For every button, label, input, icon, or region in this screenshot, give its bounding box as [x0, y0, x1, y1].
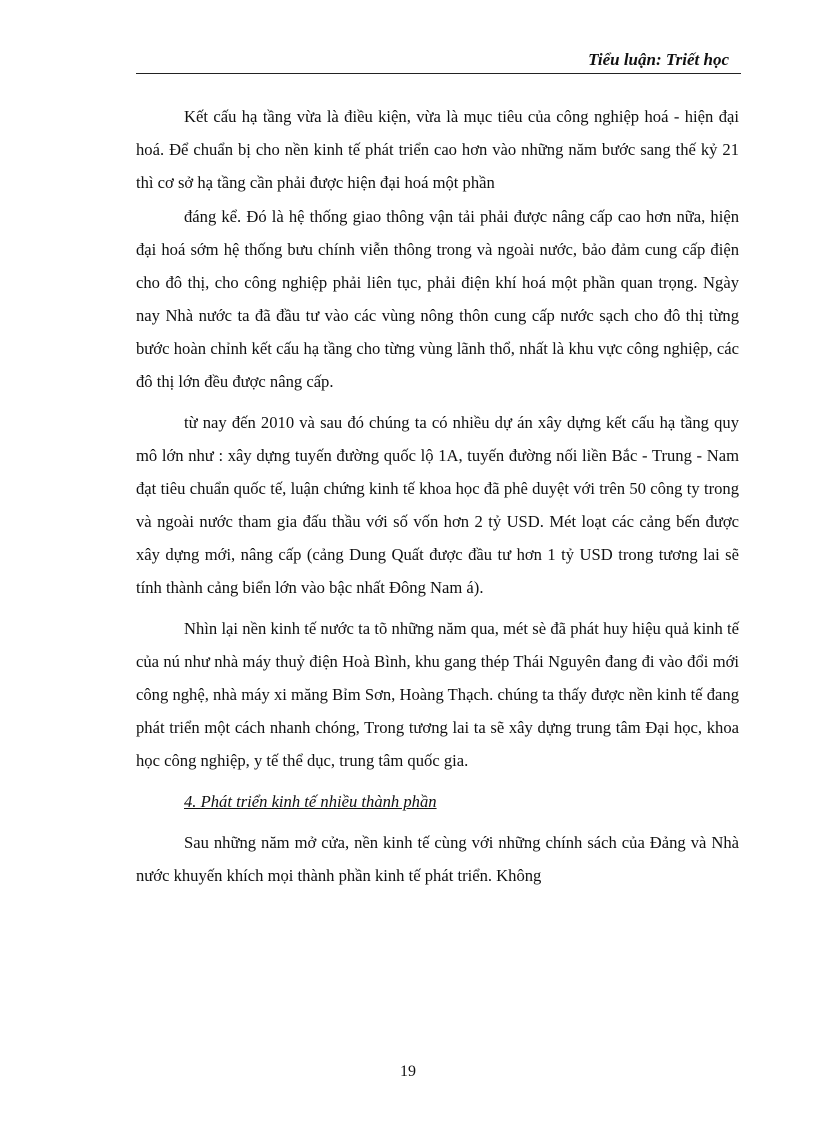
paragraph-4: Nhìn lại nền kinh tế nước ta tõ những năm qua, mét sè đã phát huy hiệu quả kinh tế của nú như nhà máy thuỷ điện Hoà Bình, khu gang thép Thái Nguyên đang đi vào đổi mới công nghệ, nhà máy xi măng Bỉm Sơn, Hoàng Thạch. chúng ta thấy được nền kinh tế đang phát triển một cách nhanh chóng, Trong tương lai ta sẽ xây dựng trung tâm Đại học, khoa học công nghiệp, y tế thể dục, trung tâm quốc gia.: [136, 619, 739, 770]
paragraph-5: Sau những năm mở cửa, nền kinh tế cùng với những chính sách của Đảng và Nhà nước khuyến khích mọi thành phần kinh tế phát triển. Không: [136, 833, 739, 885]
document-body: [136, 100, 739, 900]
paragraph-3: từ nay đến 2010 và sau đó chúng ta có nhiều dự án xây dựng kết cấu hạ tầng quy mô lớn như : xây dựng tuyến đường quốc lộ 1A, tuyến đường nối liền Bắc - Trung - Nam đạt tiêu chuẩn quốc tế, luận chứng kinh tế khoa học đã phê duyệt với trên 50 công ty trong và ngoài nước tham gia đấu thầu với số vốn hơn 2 tỷ USD. Mét loạt các cảng bến được xây dựng mới, nâng cấp (cảng Dung Quất được đầu tư hơn 1 tỷ USD trong tương lai sẽ tính thành cảng biển lớn vào bậc nhất Đông Nam á).: [136, 413, 739, 597]
paragraph-2: đáng kể. Đó là hệ thống giao thông vận tải phải được nâng cấp cao hơn nữa, hiện đại hoá sớm hệ thống bưu chính viễn thông trong và ngoài nước, bảo đảm cung cấp điện cho đô thị, cho công nghiệp phải liên tục, phải điện khí hoá một phần quan trọng. Ngày nay Nhà nước ta đã đầu tư vào các vùng nông thôn cung cấp nước sạch cho đô thị từng bước hoàn chỉnh kết cấu hạ tầng cho từng vùng lãnh thổ, nhất là khu vực công nghiệp, các đô thị lớn đều được nâng cấp.: [136, 207, 739, 391]
section-heading: 4. Phát triển kinh tế nhiều thành phần: [184, 792, 437, 811]
paragraph-1: Kết cấu hạ tầng vừa là điều kiện, vừa là mục tiêu của công nghiệp hoá - hiện đại hoá. Để chuẩn bị cho nền kinh tế phát triển cao hơn vào những năm bước sang thế kỷ 21 thì cơ sở hạ tầng cần phải được hiện đại hoá một phần: [136, 107, 739, 192]
header-divider: [136, 73, 741, 74]
running-header: Tiểu luận: Triết học: [588, 50, 729, 69]
page-number: 19: [400, 1063, 416, 1080]
